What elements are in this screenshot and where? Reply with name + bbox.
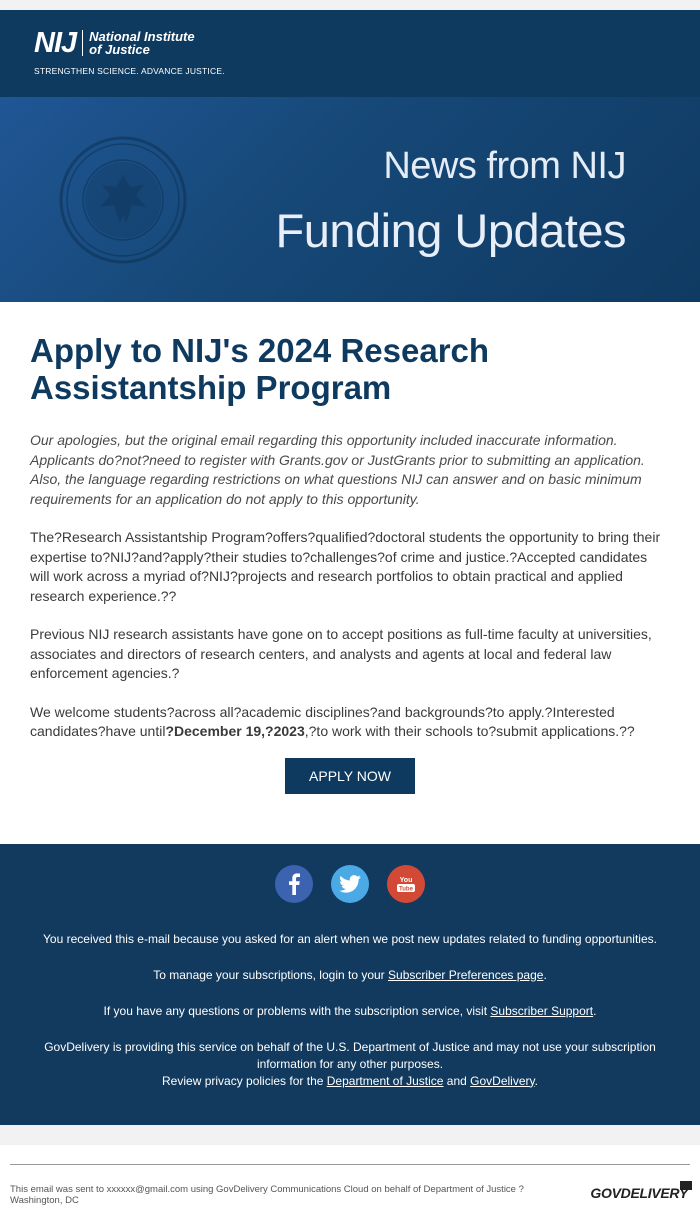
footer-privacy xyxy=(30,1039,670,1090)
article-body xyxy=(0,302,700,844)
delivery-footer xyxy=(0,1145,700,1217)
sent-to-text: This email was sent to xxxxxx@gmail.com using GovDelivery Communications Cloud on behalf of Department of Justice ? Washington, DC xyxy=(10,1184,524,1206)
doj-seal-icon xyxy=(58,135,188,265)
footer-govdelivery-notice: GovDelivery is providing this service on behalf of the U.S. Department of Justice and may not use your subscription information for any other purposes. xyxy=(44,1039,656,1071)
top-spacer xyxy=(0,0,700,10)
subscriber-support-link[interactable]: Subscriber Support xyxy=(490,1003,594,1018)
paragraph-deadline xyxy=(30,703,670,742)
deadline-text-pre: We welcome students?across all?academic disciplines?and backgrounds?to apply.?Interested candidates?have until xyxy=(30,703,615,739)
article-title: Apply to NIJ's 2024 Research Assistantship Program xyxy=(30,332,490,406)
footer-reason: You received this e-mail because you asked for an alert when we post new updates related to funding opportunities. xyxy=(43,931,657,946)
footer-divider xyxy=(10,1164,690,1165)
social-links xyxy=(30,865,670,903)
deadline-text-post: ,?to work with their schools to?submit applications.?? xyxy=(304,723,635,739)
logo-name xyxy=(89,28,194,56)
logo-name-line1: National Institute xyxy=(89,29,195,44)
banner-subtitle: News from NIJ xyxy=(383,145,626,187)
footer-privacy-pre: Review privacy policies for the xyxy=(162,1073,327,1088)
doj-privacy-link[interactable]: Department of Justice xyxy=(326,1073,444,1088)
govdelivery-privacy-link[interactable]: GovDelivery xyxy=(470,1073,535,1088)
footer-support xyxy=(30,1003,670,1020)
paragraph-program: The?Research Assistantship Program?offers?qualified?doctoral students the opportunity to bring their expertise to?NIJ?and?apply?their studies to?challenges?of crime and justice.?Accepted candidates will work across a myriad of?NIJ?projects and research portfolios to obtain practical and applied research experience.?? xyxy=(30,529,661,604)
youtube-icon[interactable] xyxy=(387,865,425,903)
apply-button-wrap xyxy=(30,758,670,794)
deadline-date: ?December 19,?2023 xyxy=(165,723,305,739)
footer-support-post: . xyxy=(593,1003,597,1018)
subscriber-preferences-link[interactable]: Subscriber Preferences page xyxy=(388,967,544,982)
footer-support-pre: If you have any questions or problems with the subscription service, visit xyxy=(103,1003,491,1018)
govdelivery-logo[interactable]: GOVDELIVERY xyxy=(590,1185,688,1201)
nij-logo[interactable] xyxy=(34,28,225,76)
facebook-icon[interactable] xyxy=(275,865,313,903)
logo-name-line2: of Justice xyxy=(89,42,150,57)
footer-manage-post: . xyxy=(543,967,547,982)
banner-title: Funding Updates xyxy=(275,204,626,257)
hero-banner xyxy=(0,97,700,302)
apply-now-button[interactable]: APPLY NOW xyxy=(285,758,415,794)
paragraph-alumni: Previous NIJ research assistants have gone on to accept positions as full-time faculty at universities, associates and directors of research centers, and analysts and agents at local and federal law enforcement agencies.? xyxy=(30,626,652,681)
logo-tagline: STRENGTHEN SCIENCE. ADVANCE JUSTICE. xyxy=(34,66,225,76)
svg-text:Tube: Tube xyxy=(399,886,413,892)
footer-manage xyxy=(30,967,670,984)
logo-divider xyxy=(82,30,83,56)
footer-privacy-mid: and xyxy=(443,1073,471,1088)
correction-notice: Our apologies, but the original email regarding this opportunity included inaccurate information. Applicants do?not?need to register with Grants.gov or JustGrants prior to submitting an application. Also, the language regarding restrictions on what questions NIJ can answer and on basic minimum requirements for an application do not apply to this opportunity. xyxy=(30,432,645,507)
footer-privacy-post: . xyxy=(534,1073,538,1088)
logo-mark: NIJ xyxy=(34,27,77,59)
footer-manage-pre: To manage your subscriptions, login to your xyxy=(153,967,389,982)
email-footer xyxy=(0,844,700,1125)
twitter-icon[interactable] xyxy=(331,865,369,903)
email-header xyxy=(0,10,700,97)
svg-text:You: You xyxy=(399,876,413,884)
